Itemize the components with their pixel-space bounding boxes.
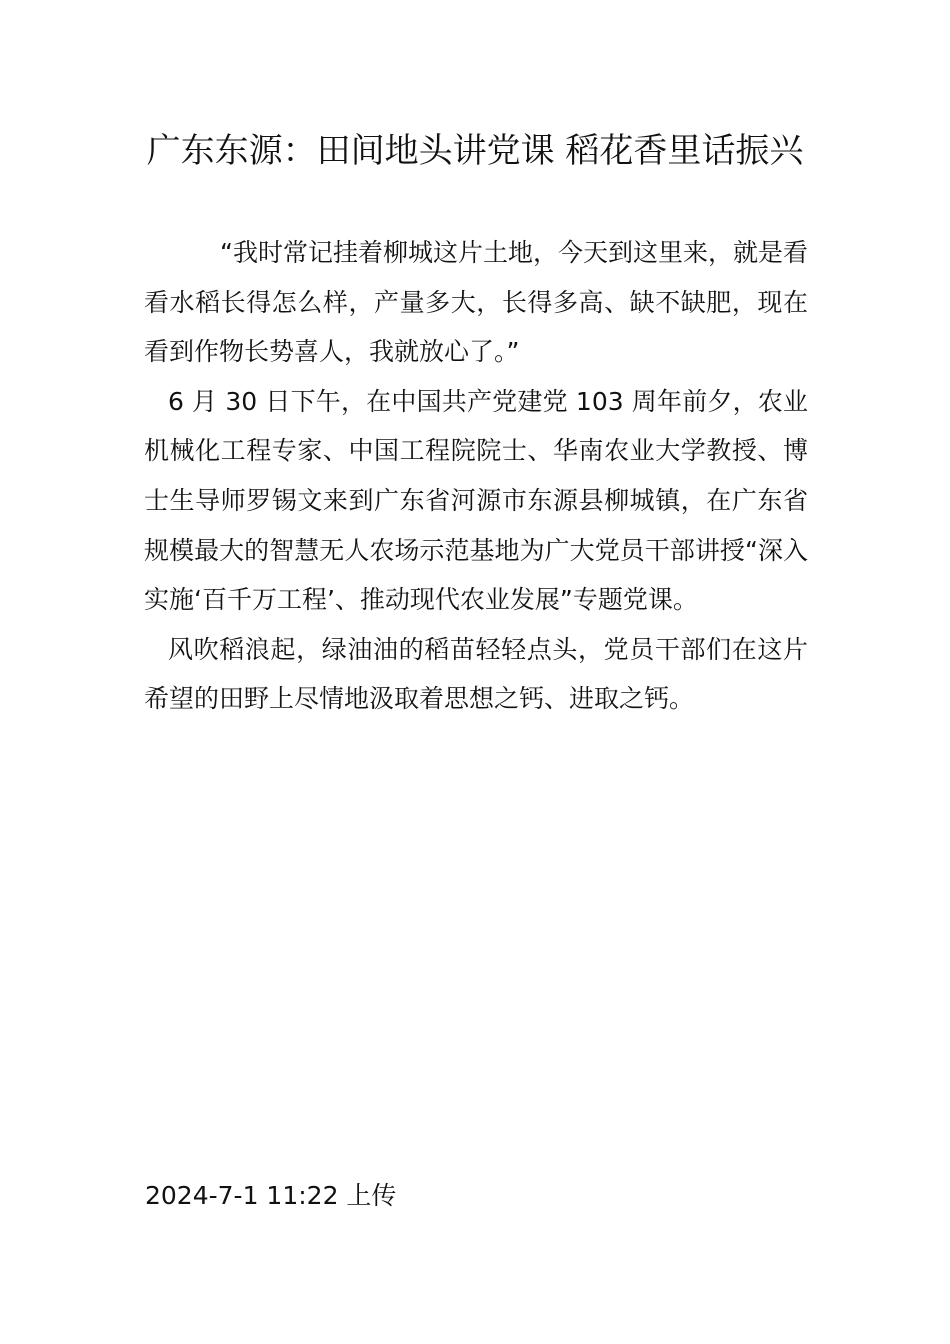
article-paragraph-event: 6 月 30 日下午，在中国共产党建党 103 周年前夕，农业机械化工程专家、中国工程院院士、华南农业大学教授、博士生导师罗锡文来到广东省河源市东源县柳城镇，在广东省规模最大的智慧无人农场示范基地为广大党员干部讲授“深入实施‘百千万工程’、推动现代农业发展”专题党课。	[144, 386, 808, 615]
article-paragraph-closing: 风吹稻浪起，绿油油的稻苗轻轻点头，党员干部们在这片希望的田野上尽情地汲取着思想之钙、进取之钙。	[144, 634, 808, 714]
upload-timestamp: 2024-7-1 11:22 上传	[145, 1181, 397, 1210]
article-body	[144, 228, 808, 724]
article-paragraph-quote: “我时常记挂着柳城这片土地，今天到这里来，就是看看水稻长得怎么样，产量多大，长得多高、缺不缺肥，现在看到作物长势喜人，我就放心了。”	[144, 238, 808, 367]
article-title: 广东东源：田间地头讲党课 稻花香里话振兴	[146, 131, 804, 171]
